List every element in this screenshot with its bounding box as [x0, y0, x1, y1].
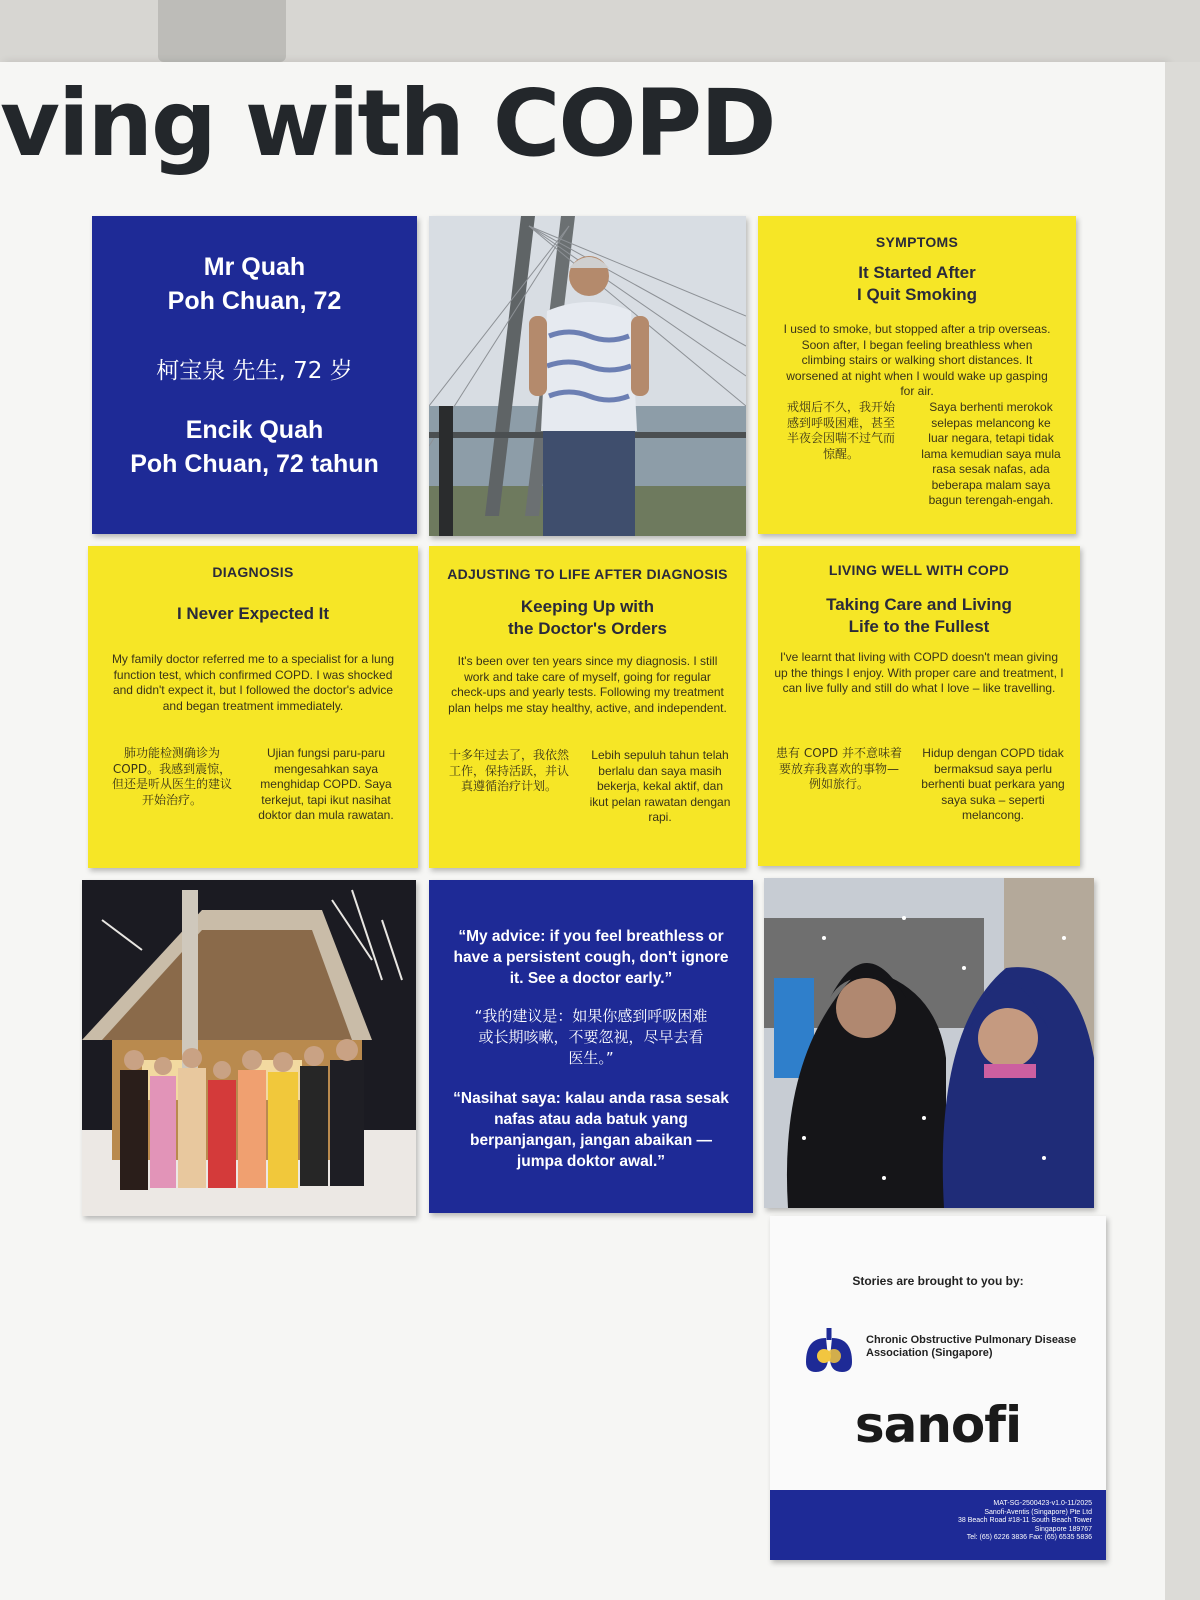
sponsor-address-line2: 38 Beach Road #18-11 South Beach Tower [957, 1517, 1092, 1524]
group-photo [82, 880, 416, 1216]
diagnosis-body-en: My family doctor referred me to a specialist for a lung function test, which confirmed COPD. I was shocked and didn't expect it, but I followed the doctor's advice and began treatment immediately. [111, 652, 395, 713]
sponsor-address-line4: Tel: (65) 6226 3836 Fax: (65) 6535 5836 [966, 1534, 1092, 1541]
adjusting-body-en: It's been over ten years since my diagnosis. I still work and take care of myself, going for regular check-ups and yearly tests. Following my treatment plan helps me stay healthy, active, and independent. [448, 654, 727, 715]
living-well-panel [758, 546, 1080, 866]
sponsor-heading: Stories are brought to you by: [852, 1274, 1024, 1288]
diagnosis-body-ms: Ujian fungsi paru-paru mengesahkan saya menghidap COPD. Saya terkejut, tapi ikut nasihat doktor dan mula rawatan. [258, 746, 394, 822]
name-en-line1: Mr Quah [203, 253, 306, 281]
advice-quote-zh: “我的建议是：如果你感到呼吸困难或长期咳嗽，不要忽视，尽早去看医生。” [474, 1007, 708, 1067]
adjusting-body-ms: Lebih sepuluh tahun telah berlalu dan saya masih bekerja, kekal aktif, dan ikut pelan rawatan dengan rapi. [589, 748, 731, 824]
diagnosis-title: I Never Expected It [176, 604, 330, 623]
adjusting-category: ADJUSTING TO LIFE AFTER DIAGNOSIS [447, 566, 728, 582]
advice-quote-ms: “Nasihat saya: kalau anda rasa sesak nafas atau ada batuk yang berpanjangan, jangan abaikan — jumpa doktor awal.” [453, 1090, 729, 1170]
name-en-line2: Poh Chuan, 72 [167, 287, 342, 315]
symptoms-body-en: I used to smoke, but stopped after a trip overseas. Soon after, I began feeling breathless when climbing stairs or walking short distances. It worsened at night when I would wake up gasping for air. [783, 322, 1051, 398]
portrait-photo [429, 216, 746, 536]
advice-panel [429, 880, 753, 1213]
symptoms-panel [758, 216, 1076, 534]
sponsor-org-line2: Association (Singapore) [866, 1347, 993, 1359]
living-well-body-zh: 患有 COPD 并不意味着要放弃我喜欢的事物—例如旅行。 [776, 746, 902, 791]
diagnosis-body-zh: 肺功能检测确诊为COPD。我感到震惊，但还是听从医生的建议开始治疗。 [111, 746, 232, 807]
sponsor-footer [770, 1490, 1106, 1560]
symptoms-category: SYMPTOMS [875, 234, 959, 250]
sponsor-address-line1: Sanofi-Aventis (Singapore) Pte Ltd [984, 1508, 1092, 1516]
living-well-category: LIVING WELL WITH COPD [828, 562, 1010, 578]
sponsor-address-line3: Singapore 189767 [1034, 1525, 1092, 1533]
symptoms-body-ms: Saya berhenti merokok selepas melancong ke luar negara, tetapi tidak lama kemudian saya mula rasa sesak nafas, ada beberapa malam saya bagun terengah-engah. [921, 400, 1061, 507]
living-well-title-line1: Taking Care and Living [826, 595, 1012, 614]
living-well-title-line2: Life to the Fullest [848, 617, 990, 636]
advice-quote-en: “My advice: if you feel breathless or have a persistent cough, don't ignore it. See a doctor early.” [453, 928, 729, 987]
adjusting-title-line2: the Doctor's Orders [508, 619, 667, 638]
page-title: ving with COPD [0, 70, 775, 177]
diagnosis-panel [88, 546, 418, 868]
adjusting-title-line1: Keeping Up with [520, 597, 655, 616]
lung-logo-icon [804, 1324, 854, 1374]
sponsor-panel [770, 1216, 1106, 1560]
name-zh: 柯宝泉 先生, 72 岁 [156, 358, 353, 384]
adjusting-panel [429, 546, 746, 868]
symptoms-title-line2: I Quit Smoking [857, 285, 977, 304]
diagnosis-category: DIAGNOSIS [212, 564, 294, 580]
name-ms-line2: Poh Chuan, 72 tahun [130, 450, 379, 478]
symptoms-title-line1: It Started After [858, 263, 976, 282]
adjusting-body-zh: 十多年过去了，我依然工作，保持活跃，并认真遵循治疗计划。 [448, 748, 569, 793]
sponsor-ref-code: MAT-SG-2500423-v1.0-11/2025 [993, 1500, 1092, 1507]
living-well-body-ms: Hidup dengan COPD tidak bermaksud saya perlu berhenti buat perkara yang saya suka – seperti melancong. [921, 746, 1065, 822]
couple-photo [764, 878, 1094, 1208]
sanofi-logo: sanofi [854, 1396, 1022, 1454]
name-ms-line1: Encik Quah [185, 416, 324, 444]
wall-mount [158, 0, 286, 62]
living-well-body-en: I've learnt that living with COPD doesn't mean giving up the things I enjoy. With proper care and treatment, I can live fully and still do what I love – like travelling. [774, 650, 1064, 695]
sponsor-org-line1: Chronic Obstructive Pulmonary Disease [866, 1334, 1077, 1346]
board-edge [1165, 62, 1200, 1600]
symptoms-body-zh: 戒烟后不久，我开始感到呼吸困难，甚至半夜会因喘不过气而惊醒。 [786, 400, 895, 461]
profile-panel [92, 216, 417, 534]
